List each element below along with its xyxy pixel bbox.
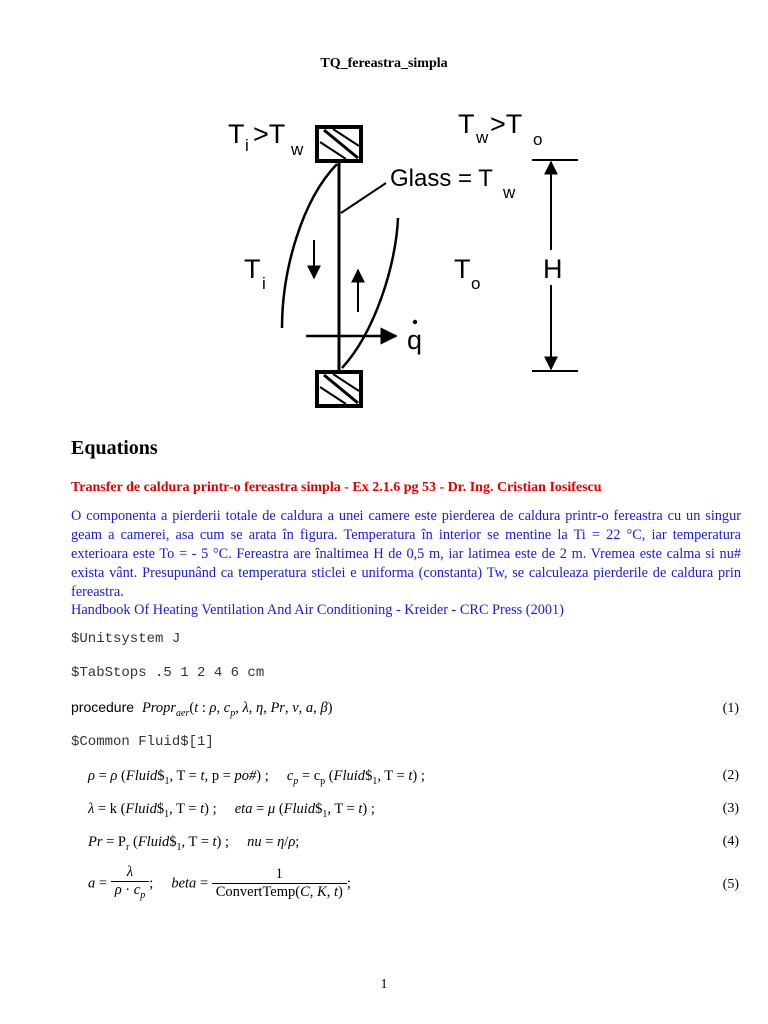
svg-text:q: q xyxy=(407,325,423,355)
svg-text:T: T xyxy=(458,109,475,139)
svg-text:T: T xyxy=(228,119,245,149)
label-tw-gt-to xyxy=(458,109,542,149)
equation-number: (2) xyxy=(722,768,739,783)
document-title: TQ_fereastra_simpla xyxy=(320,56,448,71)
label-ti xyxy=(244,254,266,293)
svg-text:>T: >T xyxy=(253,119,286,149)
equation-2: ρ = ρ ($Fluid\$_1$, T = t, p = po#) ; $c_p = c_p$ ($Fluid\$_1$, T = t) ; xyxy=(88,768,425,787)
bottom-frame-block xyxy=(317,372,361,406)
svg-text:w: w xyxy=(476,128,489,147)
equation-number: (1) xyxy=(722,701,739,716)
glass-leader-line xyxy=(341,183,386,213)
svg-text:o: o xyxy=(471,274,481,293)
equation-number: (3) xyxy=(722,801,739,816)
svg-text:w: w xyxy=(503,183,516,202)
svg-text:T: T xyxy=(454,254,471,284)
svg-text:i: i xyxy=(245,136,249,155)
label-glass xyxy=(390,165,516,202)
equation-4: $Pr = P_r$ ($Fluid\$_1$, T = t) ; nu = η/ρ; xyxy=(88,834,300,853)
label-to xyxy=(454,254,480,293)
section-heading: Equations xyxy=(71,437,158,459)
equation-5: a = $\frac{\lambda}{\rho \cdot c_p}$ ; beta = $\frac{1}{\text{ConvertTemp(C, K, t)}}$ ; xyxy=(88,864,351,901)
page-number: 1 xyxy=(380,977,388,992)
svg-text:>T: >T xyxy=(490,109,523,139)
tabstops-directive: $TabStops .5 1 2 4 6 cm xyxy=(71,665,265,681)
problem-description: O componenta a pierderii totale de caldura a unei camere este pierderea de caldura printr-o fereastra cu un singur geam a camerei, asa cum se arata în figura. Temperatura în interior se mentine la Ti = 22 °C, iar temperatura exterioara este To = - 5 °C. Fereastra are înaltimea H de 0,5 m, iar latimea este de 2 m. Vremea este calma si nu# exista vânt. Presupunând ca temperatura sticlei e uniforma (constanta) Tw, se calculeaza pierderile de caldura prin fereastra. xyxy=(71,508,741,600)
procedure-keyword: procedure xyxy=(71,699,135,715)
svg-text:o: o xyxy=(533,130,543,149)
svg-text:i: i xyxy=(262,274,266,293)
inner-boundary-layer xyxy=(282,164,337,328)
unitsystem-directive: $Unitsystem J xyxy=(71,631,181,647)
equation-3: λ = k ($Fluid\$_1$, T = t) ; eta = μ ($Fluid\$_1$, T = t) ; xyxy=(88,801,375,820)
label-ti-gt-tw xyxy=(228,119,304,159)
top-frame-block xyxy=(317,127,361,161)
label-h: H xyxy=(543,254,563,284)
reference-text: Handbook Of Heating Ventilation And Air Conditioning - Kreider - CRC Press (2001) xyxy=(71,602,564,618)
equation-number: (5) xyxy=(722,877,739,892)
common-directive: $Common Fluid$[1] xyxy=(71,734,214,750)
svg-text:w: w xyxy=(291,140,304,159)
svg-text:T: T xyxy=(244,254,261,284)
label-q xyxy=(407,320,422,355)
procedure-line: procedure Propr$_{aer}$(t : ρ, $c_p$, λ, η, Pr, ν, a, β) xyxy=(71,699,333,719)
outer-boundary-layer xyxy=(342,218,398,368)
equation-number: (4) xyxy=(722,834,739,849)
window-diagram xyxy=(220,100,580,412)
problem-heading: Transfer de caldura printr-o fereastra simpla - Ex 2.1.6 pg 53 - Dr. Ing. Cristian Iosifescu xyxy=(71,480,602,495)
svg-text:Glass = T: Glass = T xyxy=(390,165,493,192)
